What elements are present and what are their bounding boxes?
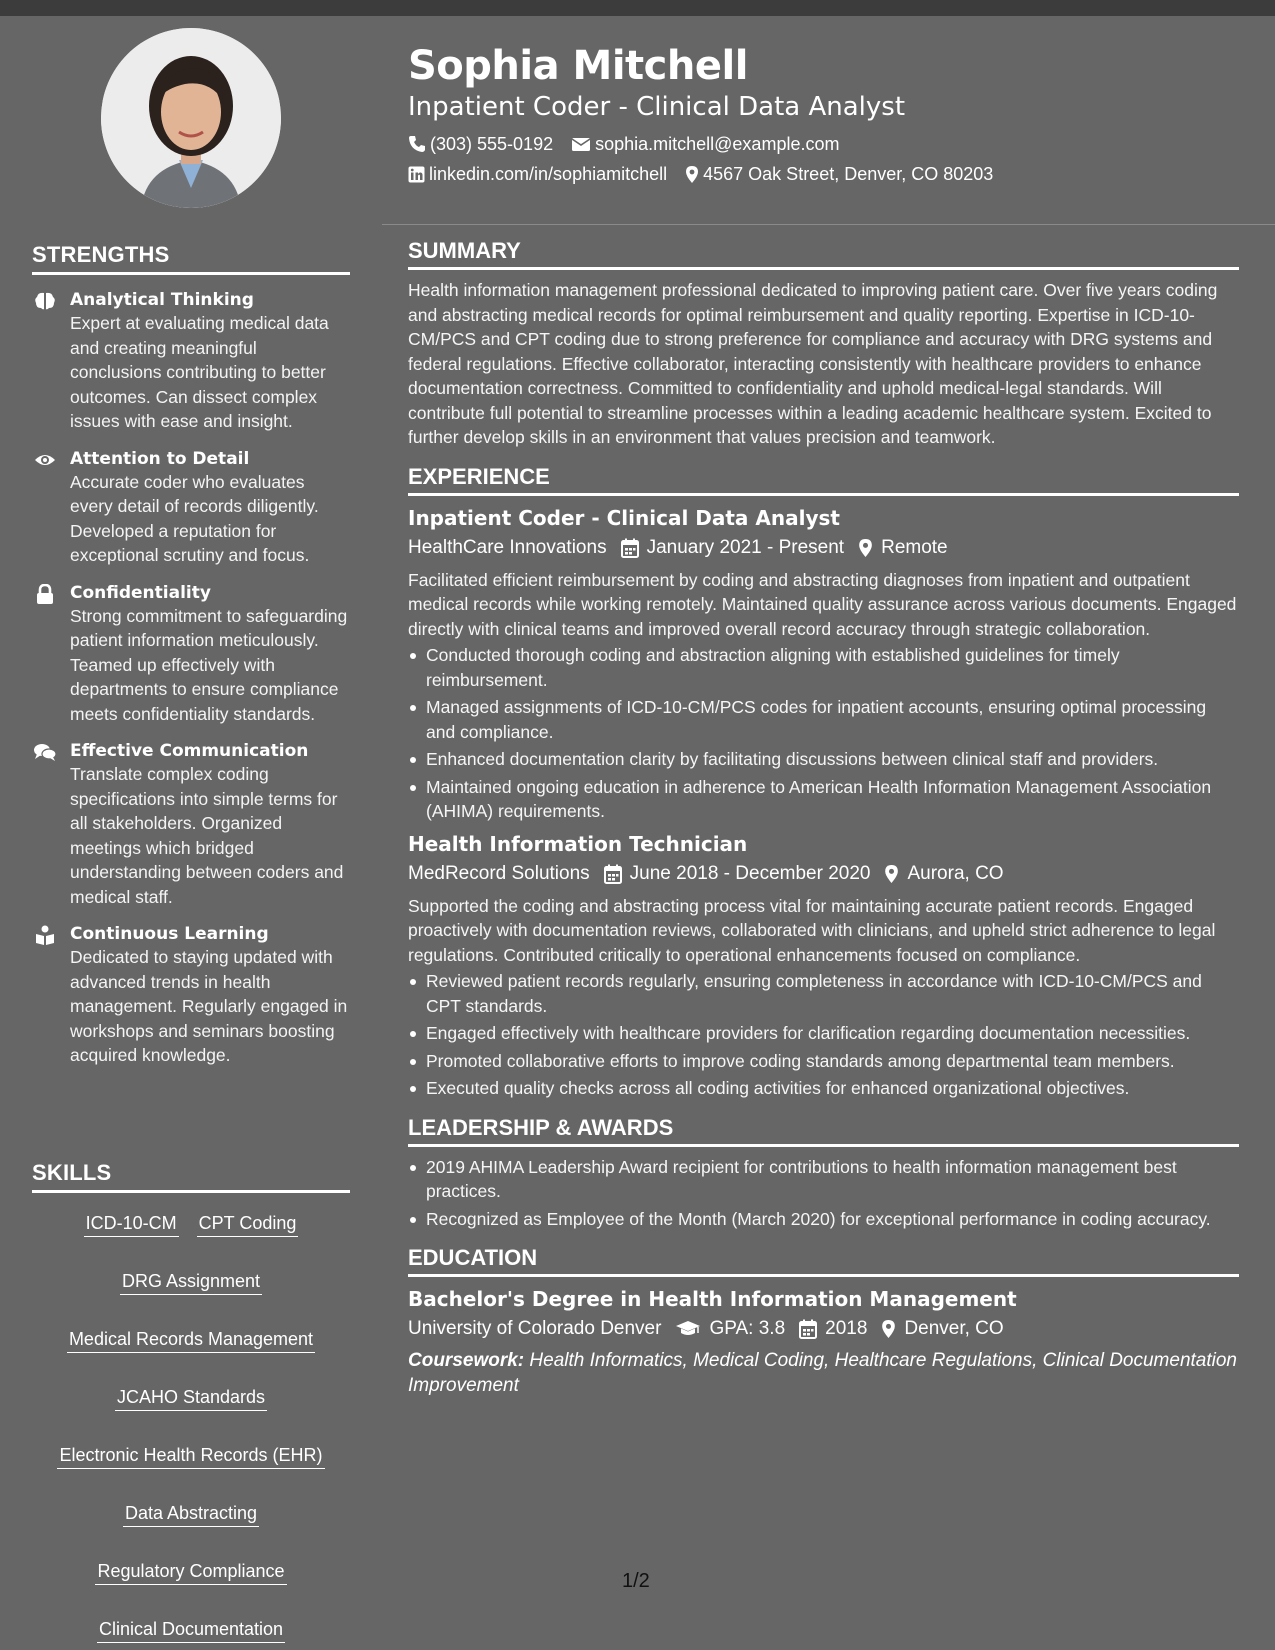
- strengths-section: [32, 242, 350, 1068]
- job-description: Facilitated efficient reimbursement by coding and abstracting diagnoses from inpatient and outpatient medical records while working remotely. Maintained quality assurance across various documents. Engaged directly with clinical teams and improved overall record accuracy through strategic collaboration.: [408, 569, 1237, 639]
- list-item: Conducted thorough coding and abstraction aligning with established guidelines for timely reimbursement.: [408, 643, 1239, 692]
- job-bullets: [408, 969, 1239, 1101]
- skill-tag: CPT Coding: [197, 1211, 299, 1237]
- year-text: 2018: [825, 1318, 868, 1339]
- skill-tag: JCAHO Standards: [115, 1385, 267, 1411]
- awards-list: [408, 1155, 1239, 1232]
- job-dates: [621, 534, 845, 562]
- phone-contact[interactable]: [408, 132, 553, 156]
- list-item: Managed assignments of ICD-10-CM/PCS codes for inpatient accounts, ensuring optimal processing and compliance.: [408, 695, 1239, 744]
- strength-item: [32, 582, 350, 727]
- job-location-text: Aurora, CO: [907, 862, 1004, 884]
- linkedin-icon: [408, 166, 425, 183]
- main-content: [408, 238, 1239, 1412]
- graduation-year: [799, 1315, 867, 1343]
- list-item: Recognized as Employee of the Month (March 2020) for exceptional performance in coding accuracy.: [408, 1207, 1239, 1232]
- email-text: sophia.mitchell@example.com: [595, 134, 840, 154]
- strength-item: [32, 923, 350, 1068]
- contact-row-2: [408, 162, 1248, 186]
- calendar-icon: [621, 538, 639, 558]
- phone-text: (303) 555-0192: [430, 134, 554, 154]
- address-text: 4567 Oak Street, Denver, CO 80203: [703, 164, 994, 184]
- header-divider: [382, 224, 1275, 225]
- map-marker-icon: [858, 538, 873, 558]
- skill-tag: Electronic Health Records (EHR): [57, 1443, 324, 1469]
- awards-section: [408, 1115, 1239, 1232]
- envelope-icon: [571, 136, 591, 152]
- job-description: Supported the coding and abstracting process vital for maintaining accurate patient records. Engaged proactively with documentation reviews, collaborated with clinicians, and upheld strict adherence to legal regulations. Contributed critically to operational enhancements focused on compliance.: [408, 895, 1216, 965]
- graduation-cap-icon: [675, 1320, 701, 1338]
- calendar-icon: [604, 864, 622, 884]
- skill-tag: DRG Assignment: [120, 1269, 262, 1295]
- list-item: Engaged effectively with healthcare providers for clarification regarding documentation necessities.: [408, 1021, 1239, 1046]
- job-location-text: Remote: [881, 536, 948, 558]
- awards-heading: LEADERSHIP & AWARDS: [408, 1115, 1239, 1147]
- skill-tag: Clinical Documentation: [97, 1617, 285, 1643]
- list-item: Reviewed patient records regularly, ensuring completeness in accordance with ICD-10-CM/PCS and CPT standards.: [408, 969, 1239, 1018]
- summary-heading: SUMMARY: [408, 238, 1239, 270]
- eye-icon: [34, 450, 56, 470]
- map-marker-icon: [685, 165, 699, 184]
- skills-list: [32, 1211, 350, 1643]
- job-company: HealthCare Innovations: [408, 536, 607, 558]
- map-marker-icon: [884, 864, 899, 884]
- comments-icon: [34, 742, 56, 762]
- strength-title: Confidentiality: [70, 582, 211, 603]
- gpa: [675, 1315, 785, 1343]
- coursework: [408, 1349, 1239, 1398]
- list-item: Enhanced documentation clarity by facilitating discussions between clinical staff and providers.: [408, 747, 1239, 772]
- job-dates-text: January 2021 - Present: [646, 536, 845, 558]
- strength-desc: Translate complex coding specifications into simple terms for all stakeholders. Organized meetings which bridged understanding between coders and medical staff.: [70, 764, 344, 907]
- job-title: Inpatient Coder - Clinical Data Analyst: [408, 505, 840, 530]
- degree-title: Bachelor's Degree in Health Information Management: [408, 1287, 1017, 1311]
- strength-item: [32, 740, 350, 909]
- page-number: 1/2: [622, 1570, 650, 1592]
- job-location: [884, 860, 1003, 888]
- candidate-title: Inpatient Coder - Clinical Data Analyst: [408, 92, 906, 122]
- skill-tag: ICD-10-CM: [84, 1211, 179, 1237]
- coursework-text: Health Informatics, Medical Coding, Healthcare Regulations, Clinical Documentation Improvement: [408, 1350, 1237, 1396]
- summary-section: [408, 238, 1239, 450]
- contact-row: [408, 132, 1248, 156]
- linkedin-text: linkedin.com/in/sophiamitchell: [429, 164, 668, 184]
- strength-desc: Expert at evaluating medical data and creating meaningful conclusions contributing to better outcomes. Can dissect complex issues with ease and insight.: [70, 313, 329, 431]
- skill-tag: Regulatory Compliance: [95, 1559, 286, 1585]
- book-reader-icon: [34, 925, 56, 945]
- map-marker-icon: [881, 1319, 896, 1339]
- job-meta: [408, 860, 1239, 888]
- strength-desc: Accurate coder who evaluates every detail of records diligently. Developed a reputation for exceptional scrutiny and focus.: [70, 471, 319, 565]
- list-item: 2019 AHIMA Leadership Award recipient for contributions to health information management best practices.: [408, 1155, 1239, 1204]
- strength-desc: Strong commitment to safeguarding patient information meticulously. Teamed up effectively with departments to ensure compliance meets confidentiality standards.: [70, 605, 348, 724]
- strength-title: Continuous Learning: [70, 924, 269, 944]
- job-bullets: [408, 643, 1239, 824]
- candidate-name: Sophia Mitchell: [408, 43, 748, 89]
- sidebar: [0, 16, 382, 1650]
- strength-item: [32, 448, 350, 568]
- lock-icon: [34, 584, 56, 604]
- resume-header: [408, 40, 1248, 186]
- linkedin-contact[interactable]: [408, 162, 667, 186]
- strength-title: Analytical Thinking: [70, 290, 254, 310]
- education-heading: EDUCATION: [408, 1245, 1239, 1277]
- school-name: University of Colorado Denver: [408, 1318, 662, 1339]
- job-dates: [604, 860, 871, 888]
- education-meta: [408, 1315, 1239, 1343]
- strengths-heading: STRENGTHS: [32, 242, 350, 275]
- list-item: Maintained ongoing education in adherence to American Health Information Management Association (AHIMA) requirements.: [408, 775, 1239, 824]
- education-location: [881, 1315, 1003, 1343]
- strength-desc: Dedicated to staying updated with advanced trends in health management. Regularly engaged in workshops and seminars boosting acquired knowledge.: [70, 947, 348, 1065]
- summary-text: Health information management professional dedicated to improving patient care. Over five years coding and abstracting medical records for optimal reimbursement and quality reporting. Expertise in ICD-10-CM/PCS and CPT coding due to strong preference for compliance and accuracy with DRG systems and federal regulations. Effective collaborator, interacting consistently with healthcare providers to enhance documentation correctness. Committed to confidentiality and uphold medical-legal standards. Will contribute full potential to streamline processes within a leading academic healthcare system. Excited to further develop skills in an environment that values precision and teamwork.: [408, 280, 1218, 447]
- strength-item: [32, 289, 350, 434]
- experience-heading: EXPERIENCE: [408, 464, 1239, 496]
- job-entry: [408, 504, 1239, 824]
- experience-section: [408, 464, 1239, 1101]
- job-location: [858, 534, 948, 562]
- strength-title: Attention to Detail: [70, 448, 250, 469]
- job-company: MedRecord Solutions: [408, 862, 590, 884]
- skills-heading: SKILLS: [32, 1160, 350, 1193]
- address-contact: [685, 162, 993, 186]
- skill-tag: Medical Records Management: [67, 1327, 315, 1353]
- email-contact[interactable]: [571, 132, 839, 156]
- avatar: [101, 28, 281, 208]
- skills-section: [32, 1160, 350, 1643]
- job-title: Health Information Technician: [408, 831, 748, 856]
- coursework-label: Coursework:: [408, 1350, 525, 1371]
- gpa-text: GPA: 3.8: [709, 1318, 786, 1339]
- strength-title: Effective Communication: [70, 741, 309, 761]
- list-item: Promoted collaborative efforts to improve coding standards among departmental team members.: [408, 1049, 1239, 1074]
- job-entry: [408, 830, 1239, 1101]
- calendar-icon: [799, 1319, 817, 1339]
- education-section: [408, 1245, 1239, 1398]
- top-bar: [0, 0, 1275, 16]
- brain-icon: [34, 291, 56, 311]
- education-location-text: Denver, CO: [904, 1318, 1004, 1339]
- job-dates-text: June 2018 - December 2020: [629, 862, 871, 884]
- list-item: Executed quality checks across all coding activities for enhanced organizational objectives.: [408, 1076, 1239, 1101]
- skill-tag: Data Abstracting: [123, 1501, 259, 1527]
- phone-icon: [408, 135, 426, 153]
- job-meta: [408, 534, 1239, 562]
